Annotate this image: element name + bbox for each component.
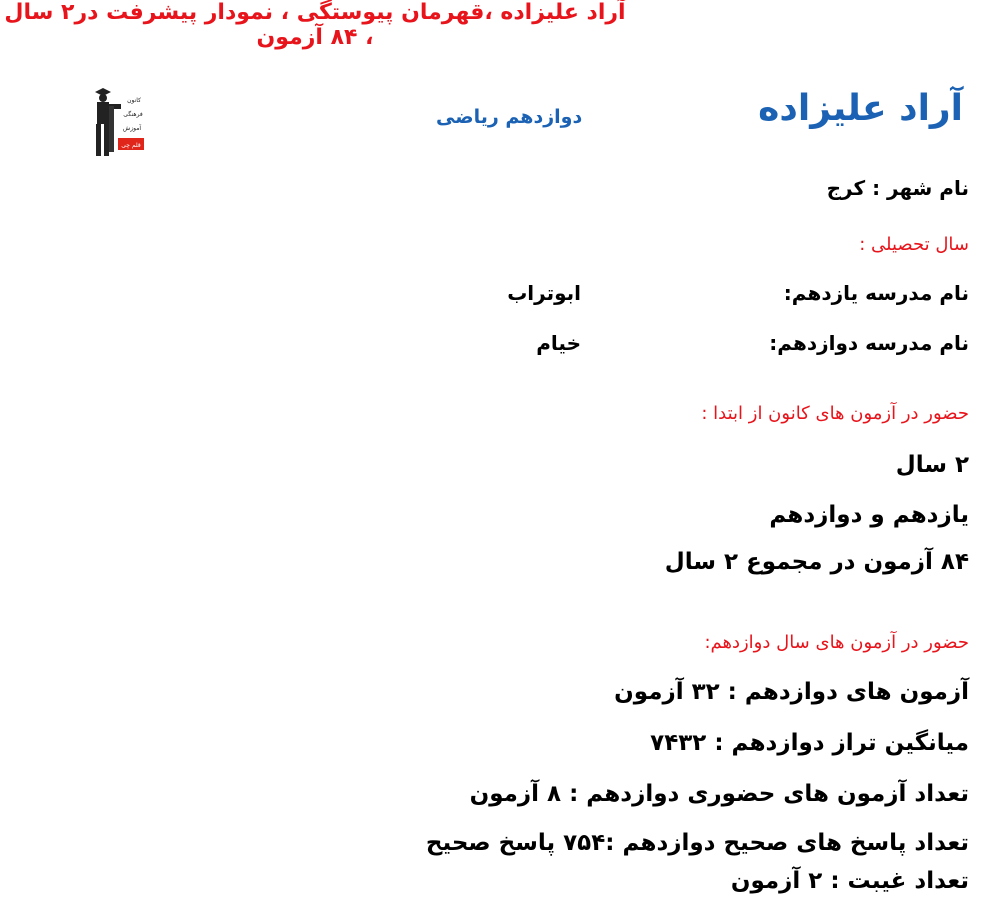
academic-year-label: سال تحصیلی : — [859, 234, 969, 255]
kanoon-grades: یازدهم و دوازدهم — [769, 502, 969, 528]
school-12-value: خیام — [536, 331, 581, 355]
grade12-avg-score: میانگین تراز دوازدهم : ۷۴۳۲ — [650, 730, 969, 756]
grade12-exams: آزمون های دوازدهم : ۳۲ آزمون — [614, 679, 969, 705]
grade12-in-person: تعداد آزمون های حضوری دوازدهم : ۸ آزمون — [469, 781, 969, 807]
kanoon-total: ۸۴ آزمون در مجموع ۲ سال — [664, 549, 969, 575]
grade12-absences: تعداد غیبت : ۲ آزمون — [730, 868, 969, 894]
logo-text-3: آموزش — [122, 125, 142, 132]
kanoon-logo — [87, 84, 145, 158]
school-11-label: نام مدرسه یازدهم: — [783, 281, 969, 305]
school-11-value: ابوتراب — [507, 281, 581, 305]
logo-text-2: فرهنگی — [123, 111, 143, 118]
grade12-attendance-label: حضور در آزمون های سال دوازدهم: — [704, 632, 969, 653]
city-line: نام شهر : کرج — [826, 176, 969, 200]
page-title: آراد علیزاده ،قهرمان پیوستگی ، نمودار پیشرفت در۲ سال ، ۸۴ آزمون — [4, 0, 626, 50]
kanoon-attendance-label: حضور در آزمون های کانون از ابتدا : — [701, 403, 969, 424]
logo-text-4: قلم چی — [121, 142, 141, 149]
student-field: دوازدهم ریاضی — [436, 106, 583, 128]
logo-text-1: کانون — [127, 97, 141, 104]
student-name: آراد علیزاده — [758, 88, 963, 129]
school-12-label: نام مدرسه دوازدهم: — [769, 331, 969, 355]
kanoon-years: ۲ سال — [895, 452, 969, 478]
grade12-correct-answers: تعداد پاسخ های صحیح دوازدهم :۷۵۴ پاسخ صحیح — [425, 830, 969, 856]
